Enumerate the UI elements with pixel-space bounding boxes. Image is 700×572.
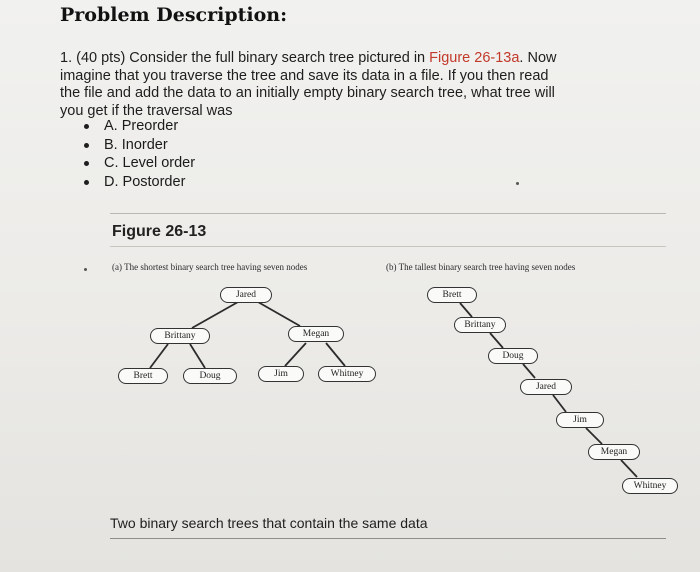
tree-b-node-5: Jim (556, 412, 604, 428)
question-prefix: 1. (40 pts) Consider the full binary search tree pictured in (60, 50, 430, 66)
divider-bottom (110, 538, 666, 539)
edge-megan-jim (285, 343, 306, 366)
tree-b-node-2: Brittany (454, 317, 506, 333)
tree-a-node-left: Brittany (150, 328, 210, 344)
page-heading: Problem Description: (60, 4, 288, 26)
edge-jared-jim (553, 395, 566, 412)
margin-dot (516, 182, 519, 185)
tree-b-node-3: Doug (488, 348, 538, 364)
figure-reference-link[interactable]: Figure 26-13a (429, 50, 520, 66)
figure-caption: Two binary search trees that contain the same data (110, 515, 428, 531)
tree-a-node-left-left: Brett (118, 368, 168, 384)
option-label: D. Postorder (104, 173, 186, 190)
edge-brittany-doug (490, 333, 503, 348)
subcaption-b: (b) The tallest binary search tree having seven nodes (386, 262, 576, 272)
tree-a-node-right-right: Whitney (318, 366, 376, 382)
option-label: C. Level order (104, 155, 196, 171)
question-suffix: . Now imagine that you traverse the tree and save its data in a file. If you then read the file and add the data to an initially empty binary search tree, what tree will you get if the traversal was (60, 50, 557, 119)
tree-a-node-root: Jared (220, 287, 272, 303)
edge-megan-whitney (621, 460, 637, 477)
edge-megan-whitney (326, 343, 345, 366)
tree-b-node-4: Jared (520, 379, 572, 395)
edge-doug-jared (523, 364, 535, 378)
edge-jim-megan (586, 428, 602, 444)
subcaption-a: (a) The shortest binary search tree having seven nodes (112, 262, 308, 272)
edge-jared-brittany (192, 302, 238, 328)
option-label: B. Inorder (104, 136, 168, 153)
tree-a-node-right: Megan (288, 326, 344, 342)
tree-a-node-left-right: Doug (183, 368, 237, 384)
tree-b-node-7: Whitney (622, 478, 678, 494)
edge-brittany-brett (150, 344, 168, 368)
edge-brett-brittany (460, 303, 472, 317)
option-label: A. Preorder (104, 118, 179, 134)
tree-b-node-6: Megan (588, 444, 640, 460)
tree-a-node-right-left: Jim (258, 366, 304, 382)
edge-jared-megan (258, 302, 300, 326)
figure-title: Figure 26-13 (112, 223, 207, 240)
edge-brittany-doug (190, 344, 205, 368)
tree-b-node-1: Brett (427, 287, 477, 303)
